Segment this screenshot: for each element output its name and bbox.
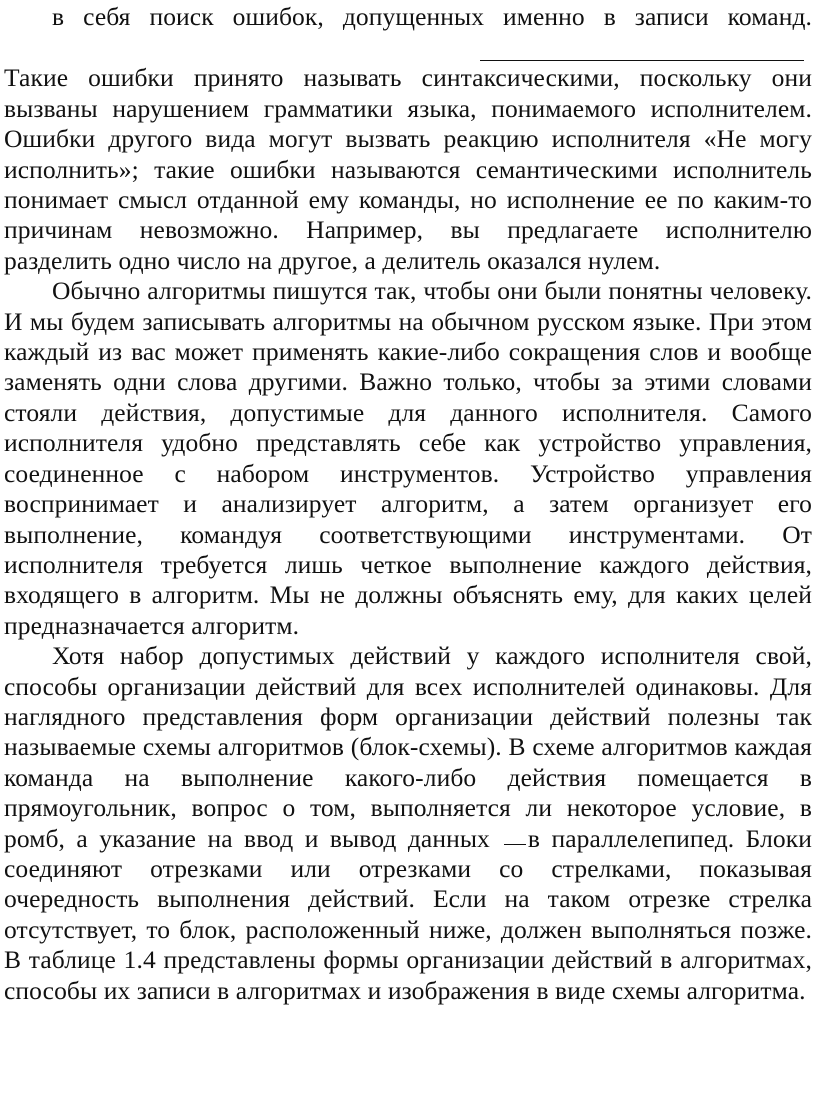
paragraph-flowcharts xyxy=(4,641,812,1006)
paragraph-flowcharts-part2: в параллелепипед. Блоки соединяют отрезками или отрезками со стрелками, показывая очередность выполнения действий. Если на таком отрезке стрелка отсутствует, то блок, расположенный ниже, должен выполняться позже. В таблице 1.4 представлены формы организации действий в алгоритмах, способы их записи в алгоритмах и изображения в виде схемы алгоритма. xyxy=(4,823,813,1005)
footnote-separator xyxy=(4,32,812,63)
continued-line: в себя поиск ошибок, допущенных именно в записи команд. xyxy=(52,2,812,31)
document-page xyxy=(4,2,812,1006)
dash-mark xyxy=(504,843,526,845)
paragraph-flowcharts-part1: Хотя набор допустимых действий у каждого исполнителя свой, способы организации действий для всех исполнителей одинаковы. Для наглядного представления форм организации действий полезны так называемые схемы алгоритмов (блок-схемы). В схеме алгоритмов каждая команда на выполнение какого-либо действия помещается в прямоугольник, вопрос о том, выполняется ли некоторое условие, в ромб, а указание на ввод и вывод данных xyxy=(4,641,812,853)
separator-rule xyxy=(480,60,804,61)
paragraph-errors: Такие ошибки принято называть синтаксическими, поскольку они вызваны нарушением грамматики языка, понимаемого исполнителем. Ошибки другого вида могут вызвать реакцию исполнителя «Не могу исполнить»; такие ошибки называются семантическими исполнитель понимает смысл отданной ему команды, но исполнение ее по каким-то причинам невозможно. Например, вы предлагаете исполнителю разделить одно число на другое, а делитель оказался нулем. xyxy=(4,63,812,275)
paragraph-algorithms: Обычно алгоритмы пишутся так, чтобы они были понятны человеку. И мы будем записывать алгоритмы на обычном русском языке. При этом каждый из вас может применять какие-либо сокращения слов и вообще заменять одни слова другими. Важно только, чтобы за этими словами стояли действия, допустимые для данного исполнителя. Самого исполнителя удобно представлять себе как устройство управления, соединенное с набором инструментов. Устройство управления воспринимает и анализирует алгоритм, а затем организует его выполнение, командуя соответствующими инструментами. От исполнителя требуется лишь четкое выполнение каждого действия, входящего в алгоритм. Мы не должны объяснять ему, для каких целей предназначается алгоритм. xyxy=(4,276,812,640)
